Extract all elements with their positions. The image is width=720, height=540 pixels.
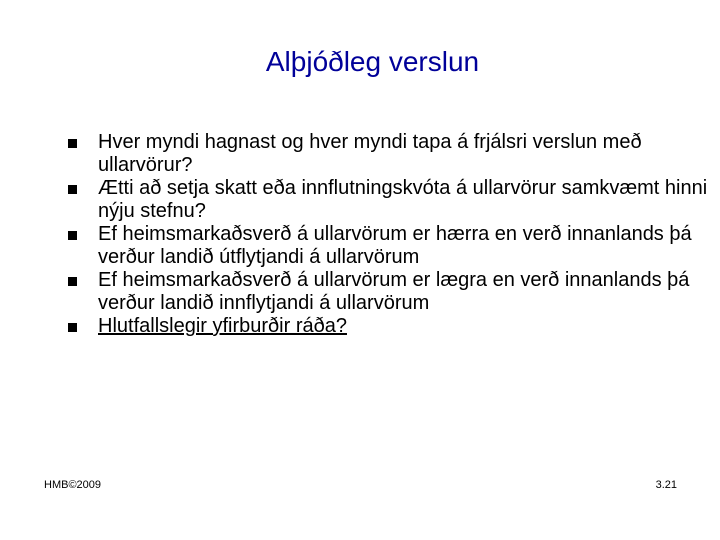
bullet-list <box>68 131 708 338</box>
square-bullet-icon <box>68 277 77 286</box>
bullet-item <box>68 269 708 315</box>
bullet-item-link[interactable] <box>68 315 708 338</box>
square-bullet-icon <box>68 323 77 332</box>
bullet-item <box>68 223 708 269</box>
footer-copyright: HMB©2009 <box>44 479 102 491</box>
square-bullet-icon <box>68 139 77 148</box>
bullet-link-text[interactable]: Hlutfallslegir yfirburðir ráða? <box>98 315 347 337</box>
bullet-item <box>68 131 708 177</box>
square-bullet-icon <box>68 185 77 194</box>
slide-number: 3.21 <box>655 479 677 491</box>
bullet-text: Ef heimsmarkaðsverð á ullarvörum er lægra en verð innanlands þá verður landið innflytjandi á ullarvörum <box>98 269 690 314</box>
bullet-text: Ætti að setja skatt eða innflutningskvóta á ullarvörur samkvæmt hinni nýju stefnu? <box>98 177 708 222</box>
bullet-text: Hver myndi hagnast og hver myndi tapa á frjálsri verslun með ullarvörur? <box>98 131 642 176</box>
bullet-text: Ef heimsmarkaðsverð á ullarvörum er hærra en verð innanlands þá verður landið útflytjandi á ullarvörum <box>98 223 692 268</box>
slide-title: Alþjóðleg verslun <box>265 46 480 77</box>
square-bullet-icon <box>68 231 77 240</box>
bullet-item <box>68 177 708 223</box>
